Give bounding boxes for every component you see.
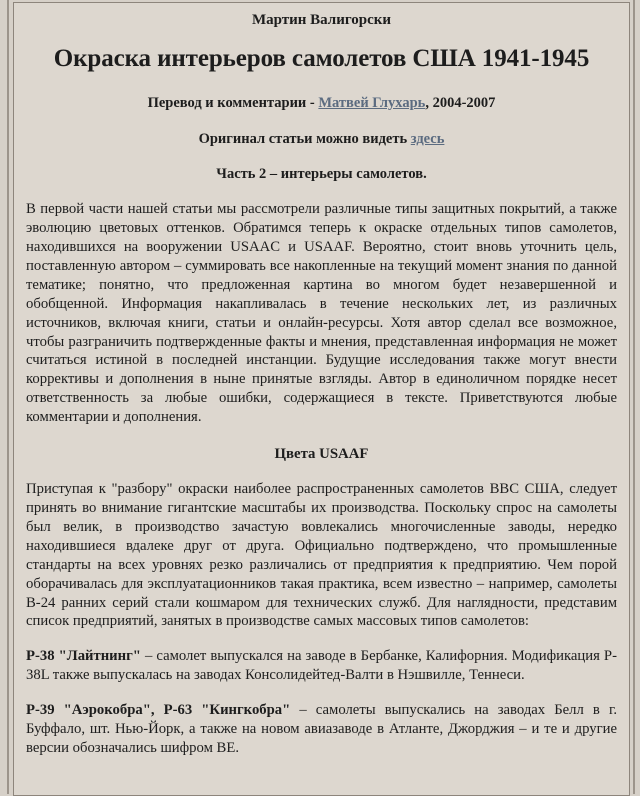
aircraft-entry-lead: P-39 "Аэрокобра", P-63 "Кингкобра" [26,702,291,719]
aircraft-entry [26,701,617,758]
aircraft-entry [26,647,617,685]
original-article-link[interactable]: здесь [410,130,445,147]
credit-prefix: Перевод и комментарии - [147,94,319,111]
aircraft-entry-text: – самолет выпускался на заводе в Бербанке, Калифорния. Модификация P-38L также выпускалась на заводах Консолидейтед-Валти в Нэшвилле, Теннеси. [26,648,617,684]
section-paragraph: Приступая к "разбору" окраски наиболее распространенных самолетов ВВС США, следует принять во внимание гигантские масштабы их производства. Поскольку спрос на самолеты был велик, в производство зачастую вовлекались многочисленные заводы, нередко находившиеся вдалеке друг от друга. Официально подтверждено, что промышленные стандарты на всех уровнях резко различались от предприятия к предприятию. Чем порой оборачивалась для эксплуатационников такая практика, всем известно – например, самолеты B-24 ранних серий стали кошмаром для технических служб. Для наглядности, представим список предприятий, занятых в производстве самых массовых типов самолетов: [26,481,617,630]
right-margin-rule [633,0,635,794]
aircraft-entry-text: – самолеты выпускались на заводах Белл в г. Буффало, шт. Нью-Йорк, а также на новом авиазаводе в Атланте, Джорджия – и те и другие версии обозначались шифром BE. [26,702,617,756]
original-prefix: Оригинал статьи можно видеть [198,130,411,147]
page-title: Окраска интерьеров самолетов США 1941-1945 [53,44,590,72]
document-content-box [13,2,630,796]
intro-paragraph: В первой части нашей статьи мы рассмотрели различные типы защитных покрытий, а также эволюцию цветовых оттенков. Обратимся теперь к окраске отдельных типов самолетов, находившихся на вооружении USAAC и USAAF. Вероятно, стоит вновь уточнить цель, поставленную автором – суммировать все накопленные на текущий момент знания по данной тематике; понятно, что предложенная картина во многом будет незавершенной и обобщенной. Информация накапливалась в течение нескольких лет, из различных источников, включая книги, статьи и онлайн-ресурсы. Хотя автор сделал все возможное, чтобы разграничить подтвержденные факты и мнения, представленная информация не может считаться истиной в последней инстанции. Будущие исследования также могут внести коррективы и дополнения в ныне принятые взгляды. Автор в единоличном порядке несет ответственность за любые ошибки, содержащиеся в тексте. Приветствуются любые комментарии и дополнения. [26,201,617,426]
section-heading-usaaf-colors: Цвета USAAF [274,445,369,462]
aircraft-entry-lead: P-38 "Лайтнинг" [26,648,141,665]
translator-link[interactable]: Матвей Глухарь [318,94,426,111]
credit-suffix: , 2004-2007 [425,94,496,111]
left-margin-rule [7,0,9,794]
original-article-line [26,130,617,149]
part-subtitle: Часть 2 – интерьеры самолетов. [216,166,427,183]
translation-credit [26,94,617,113]
article-author: Мартин Валигорски [251,12,392,28]
